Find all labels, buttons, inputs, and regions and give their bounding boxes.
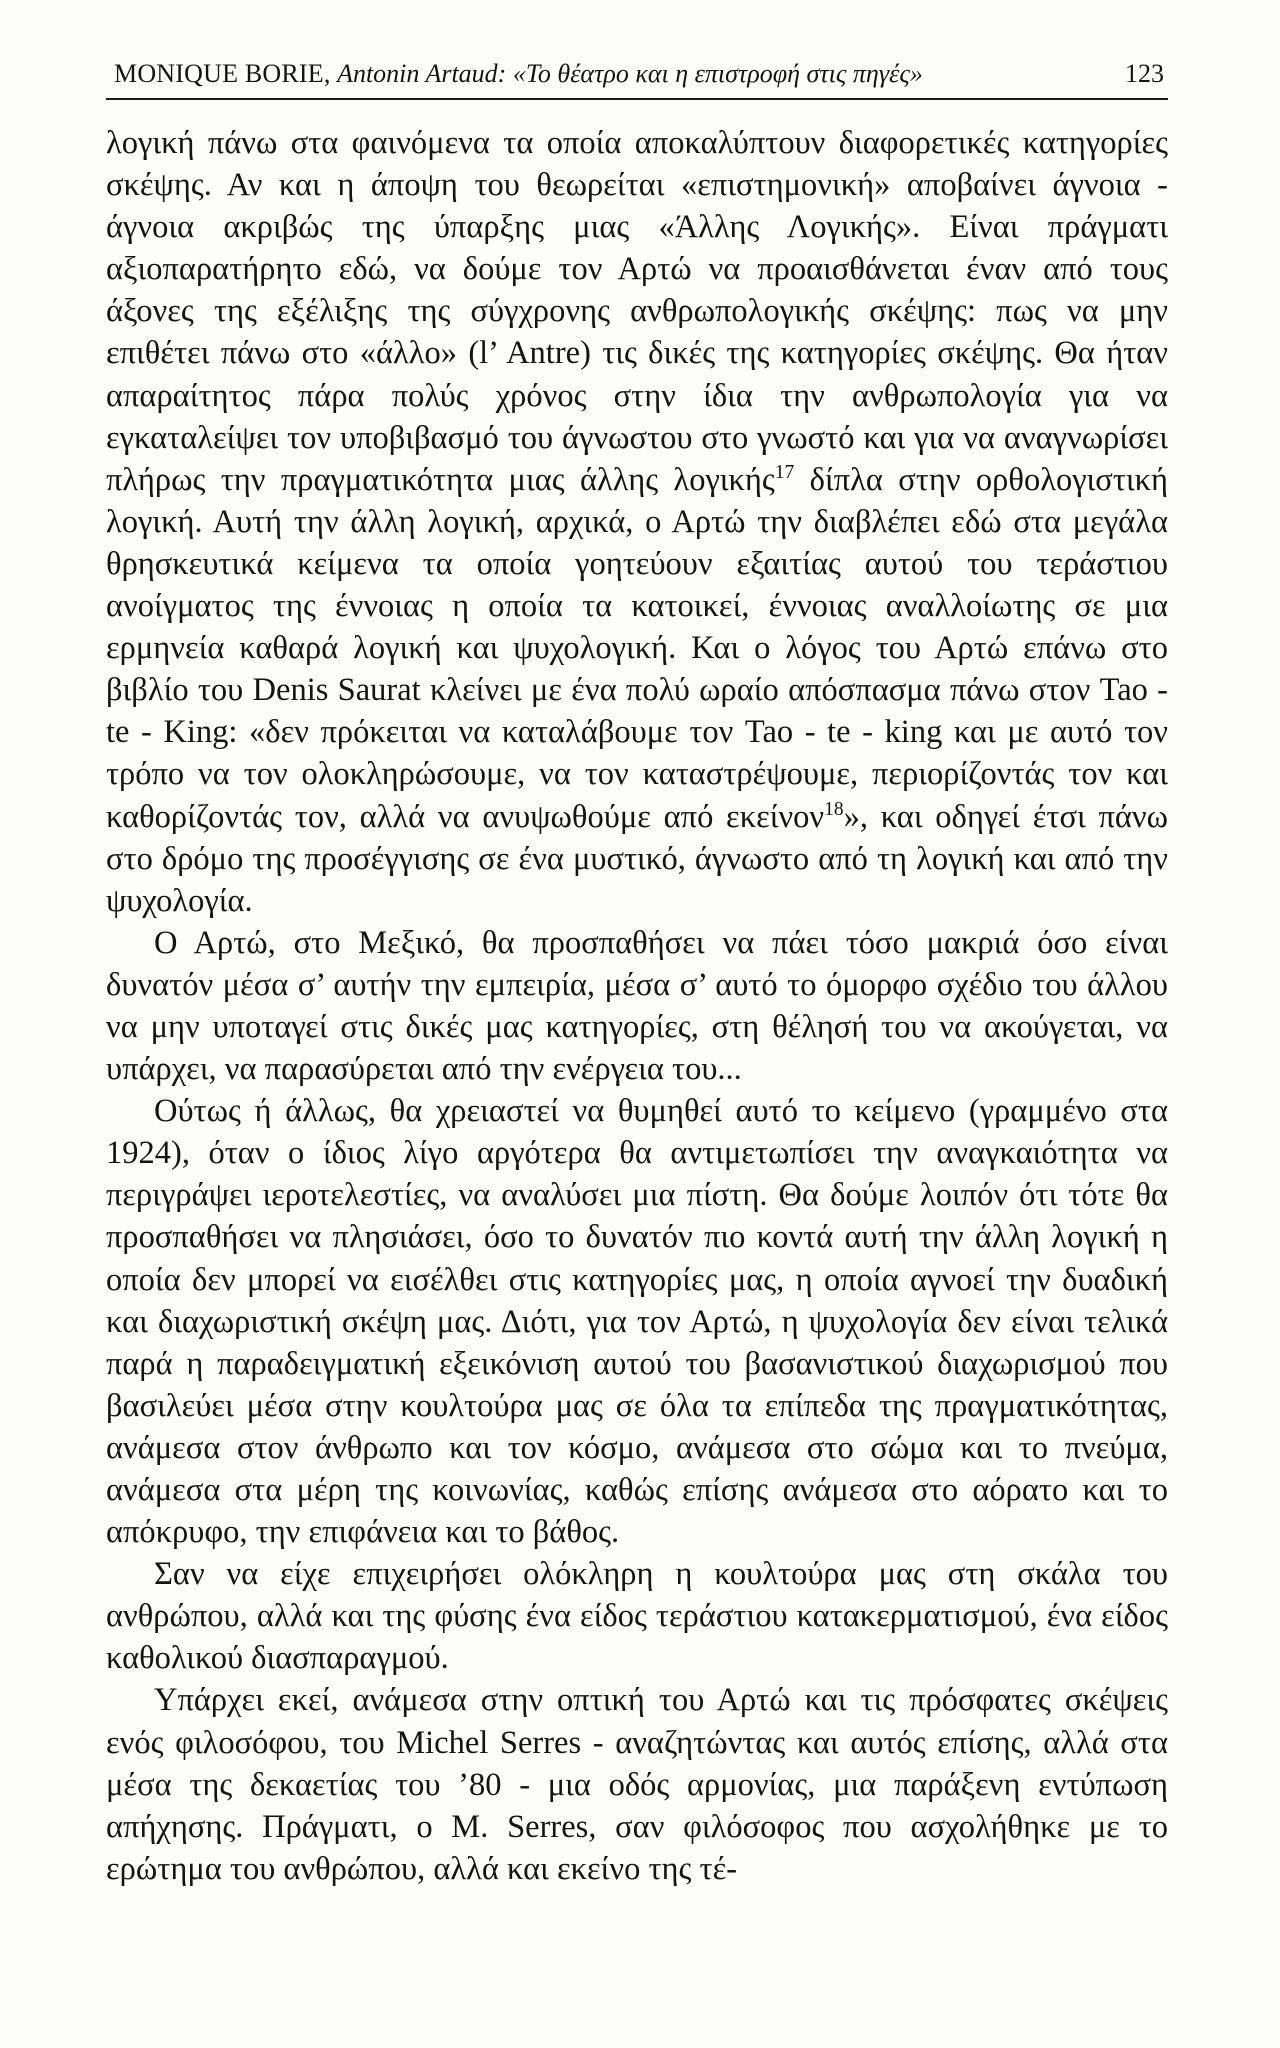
paragraph [106, 922, 1168, 1090]
paragraph [106, 1090, 1168, 1553]
paragraph [106, 1679, 1168, 1889]
paragraph-text: Σαν να είχε επιχειρήσει ολόκληρη η κουλτούρα μας στη σκάλα του ανθρώπου, αλλά και της φύσης ένα είδος τεράστιου κατακερματισμού, ένα είδος καθολικού διασπαραγμού. [106, 1556, 1168, 1677]
running-header [106, 58, 1168, 100]
paragraph-text: δίπλα στην ορθολογιστική λογική. Αυτή την άλλη λογική, αρχικά, ο Αρτώ την διαβλέπει εδώ στα μεγάλα θρησκευτικά κείμενα τα οποία γοητεύουν εξαιτίας αυτού του τεράστιου ανοίγματος της έννοιας η οποία τα κατοικεί, έννοιας αναλλοίωτης σε μια ερμηνεία καθαρά λογική και ψυχολογική. Και ο λόγος του Αρτώ επάνω στο βιβλίο του Denis Saurat κλείνει με ένα πολύ ωραίο απόσπασμα πάνω στον Tao - te - King: «δεν πρόκειται να καταλάβουμε τον Tao - te - king και με αυτό τον τρόπο να τον ολοκληρώσουμε, να τον καταστρέψουμε, περιορίζοντάς τον και καθορίζοντάς τον, αλλά να ανυψωθούμε από εκείνον [106, 461, 1168, 835]
header-author: MONIQUE BORIE, [114, 59, 331, 88]
paragraph-text: », και οδηγεί έτσι πάνω στο δρόμο της προσέγγισης σε ένα μυστικό, άγνωστο από τη λογική και από την ψυχολογία. [106, 798, 1168, 919]
body-text [106, 122, 1168, 1890]
paragraph-text: Ο Αρτώ, στο Μεξικό, θα προσπαθήσει να πάει τόσο μακριά όσο είναι δυνατόν μέσα σ’ αυτήν την εμπειρία, μέσα σ’ αυτό το όμορφο σχέδιο του άλλου να μην υποταγεί στις δικές μας κατηγορίες, στη θέλησή του να ακούγεται, να υπάρχει, να παρασύρεται από την ενέργεια του... [106, 924, 1168, 1088]
header-title: Antonin Artaud: «Το θέατρο και η επιστροφή στις πηγές» [337, 59, 923, 88]
footnote-ref: 18 [824, 798, 844, 820]
paragraph [106, 122, 1168, 922]
header-citation [114, 58, 923, 90]
page-number: 123 [1125, 59, 1164, 88]
paragraph-text: Ούτως ή άλλως, θα χρειαστεί να θυμηθεί αυτό το κείμενο (γραμμένο στα 1924), όταν ο ίδιος λίγο αργότερα θα αντιμετωπίσει την αναγκαιότητα να περιγράψει ιεροτελεστίες, να αναλύσει μια πίστη. Θα δούμε λοιπόν ότι τότε θα προσπαθήσει να πλησιάσει, όσο το δυνατόν πιο κοντά αυτή την άλλη λογική η οποία δεν μπορεί να εισέλθει στις κατηγορίες μας, η οποία αγνοεί την δυαδική και διαχωριστική σκέψη μας. Διότι, για τον Αρτώ, η ψυχολογία δεν είναι τελικά παρά η παραδειγματική εξεικόνιση αυτού του βασανιστικού διαχωρισμού που βασιλεύει μέσα στην κουλτούρα μας σε όλα τα επίπεδα της πραγματικότητας, ανάμεσα στον άνθρωπο και τον κόσμο, ανάμεσα στο σώμα και το πνεύμα, ανάμεσα στα μέρη της κοινωνίας, καθώς επίσης ανάμεσα στο αόρατο και το απόκρυφο, την επιφάνεια και το βάθος. [106, 1093, 1168, 1551]
paragraph-text: λογική πάνω στα φαινόμενα τα οποία αποκαλύπτουν διαφορετικές κατηγορίες σκέψης. Αν και η άποψη του θεωρείται «επιστημονική» αποβαίνει άγνοια - άγνοια ακριβώς της ύπαρξης μιας «Άλλης Λογικής». Είναι πράγματι αξιοπαρατήρητο εδώ, να δούμε τον Αρτώ να προαισθάνεται έναν από τους άξονες της εξέλιξης της σύγχρονης ανθρωπολογικής σκέψης: πως να μην επιθέτει πάνω στο «άλλο» (l’ Antre) τις δικές της κατηγορίες σκέψης. Θα ήταν απαραίτητος πάρα πολύς χρόνος στην ίδια την ανθρωπολογία για να εγκαταλείψει τον υποβιβασμό του άγνωστου στο γνωστό και για να αναγνωρίσει πλήρως την πραγματικότητα μιας άλλης λογικής [106, 125, 1168, 498]
paragraph [106, 1553, 1168, 1679]
footnote-ref: 17 [774, 461, 795, 483]
paragraph-text: Υπάρχει εκεί, ανάμεσα στην οπτική του Αρτώ και τις πρόσφατες σκέψεις ενός φιλοσόφου, του Michel Serres - αναζητώντας και αυτός επίσης, αλλά στα μέσα της δεκαετίας του ’80 - μια οδός αρμονίας, μια παράξενη εντύπωση απήχησης. Πράγματι, ο M. Serres, σαν φιλόσοφος που ασχολήθηκε με το ερώτημα του ανθρώπου, αλλά και εκείνο της τέ- [106, 1682, 1168, 1887]
